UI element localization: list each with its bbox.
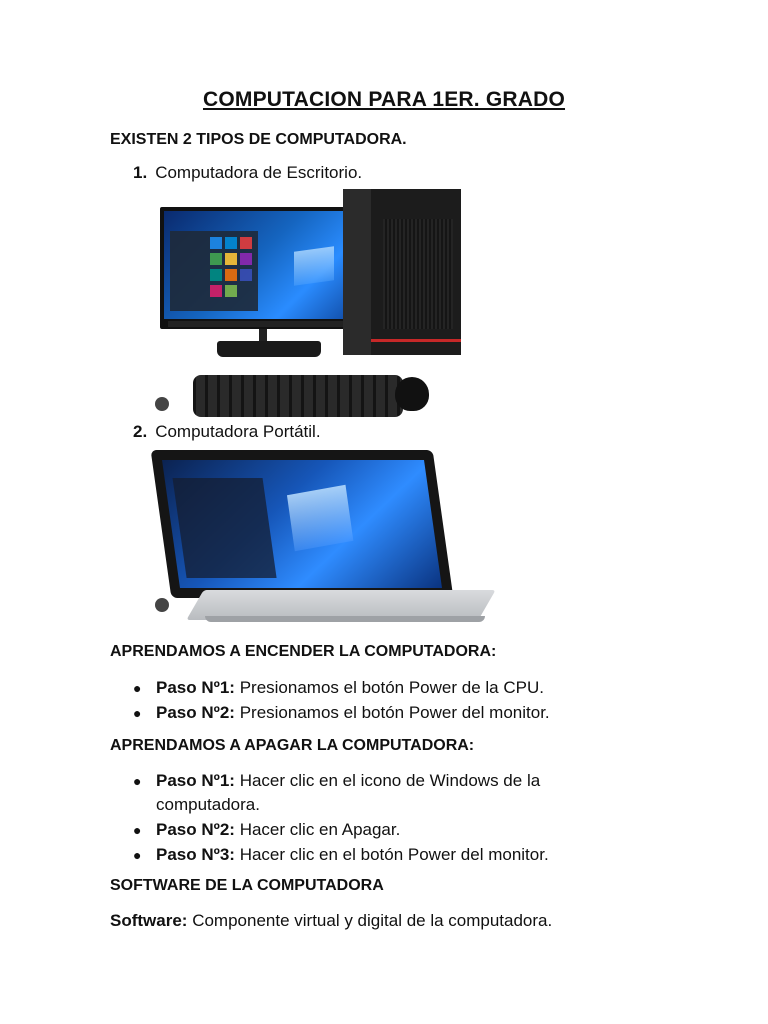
mouse bbox=[395, 377, 429, 411]
bullet-icon: ● bbox=[133, 822, 142, 838]
software-definition: Software: Componente virtual y digital de la computadora. bbox=[110, 911, 553, 930]
monitor-screen bbox=[164, 211, 369, 319]
image-badge-icon bbox=[155, 598, 169, 612]
cpu-tower bbox=[343, 189, 461, 355]
item-number: 2. bbox=[133, 422, 148, 441]
monitor-base bbox=[217, 341, 321, 357]
type-item-desktop bbox=[133, 163, 362, 183]
type-item-laptop bbox=[133, 422, 321, 442]
image-badge-icon bbox=[155, 397, 169, 411]
turn-off-heading: APRENDAMOS A APAGAR LA COMPUTADORA: bbox=[110, 737, 475, 754]
document-page: COMPUTACION PARA 1ER. GRADO EXISTEN 2 TIPOS DE COMPUTADORA. 1. Computadora de Escritorio. 2. Computadora Portátil. APRENDAMOS A ENCENDER LA COMPUTADORA: ● Paso Nº1: Presionamos el botón Power de la CPU. ● Paso Nº2: Presionamos el botón Power del monitor. APRENDAMOS A APAGAR LA COMPUTADORA: ● Paso Nº1: Hacer clic en el icono de Windows de la computadora. ● Paso Nº2: Hacer clic en Apagar. ● Paso Nº3: Hacer clic en el botón Power del monitor. SOFTWARE DE LA COMPUTADORA Software: Componente virtual y digital de la computadora. bbox=[0, 0, 768, 1024]
windows-logo-icon bbox=[294, 246, 334, 286]
windows-logo-icon bbox=[287, 485, 353, 552]
page-title: COMPUTACION PARA 1ER. GRADO bbox=[202, 88, 566, 111]
monitor bbox=[160, 207, 373, 329]
bullet-icon: ● bbox=[133, 847, 142, 863]
item-label: Computadora de Escritorio. bbox=[155, 163, 363, 182]
start-menu bbox=[173, 478, 277, 578]
item-number: 1. bbox=[133, 163, 148, 182]
bullet-icon: ● bbox=[133, 773, 142, 789]
laptop-lid bbox=[151, 450, 454, 598]
item-label: Computadora Portátil. bbox=[155, 422, 321, 441]
turn-on-heading: APRENDAMOS A ENCENDER LA COMPUTADORA: bbox=[110, 643, 497, 660]
intro-heading: EXISTEN 2 TIPOS DE COMPUTADORA. bbox=[110, 131, 407, 148]
start-menu bbox=[170, 231, 258, 311]
desktop-computer-image bbox=[155, 187, 465, 419]
software-heading: SOFTWARE DE LA COMPUTADORA bbox=[110, 877, 384, 894]
keyboard bbox=[193, 375, 403, 417]
bullet-icon: ● bbox=[133, 680, 142, 696]
bullet-icon: ● bbox=[133, 705, 142, 721]
laptop-screen bbox=[162, 460, 442, 588]
laptop-computer-image bbox=[155, 448, 489, 628]
